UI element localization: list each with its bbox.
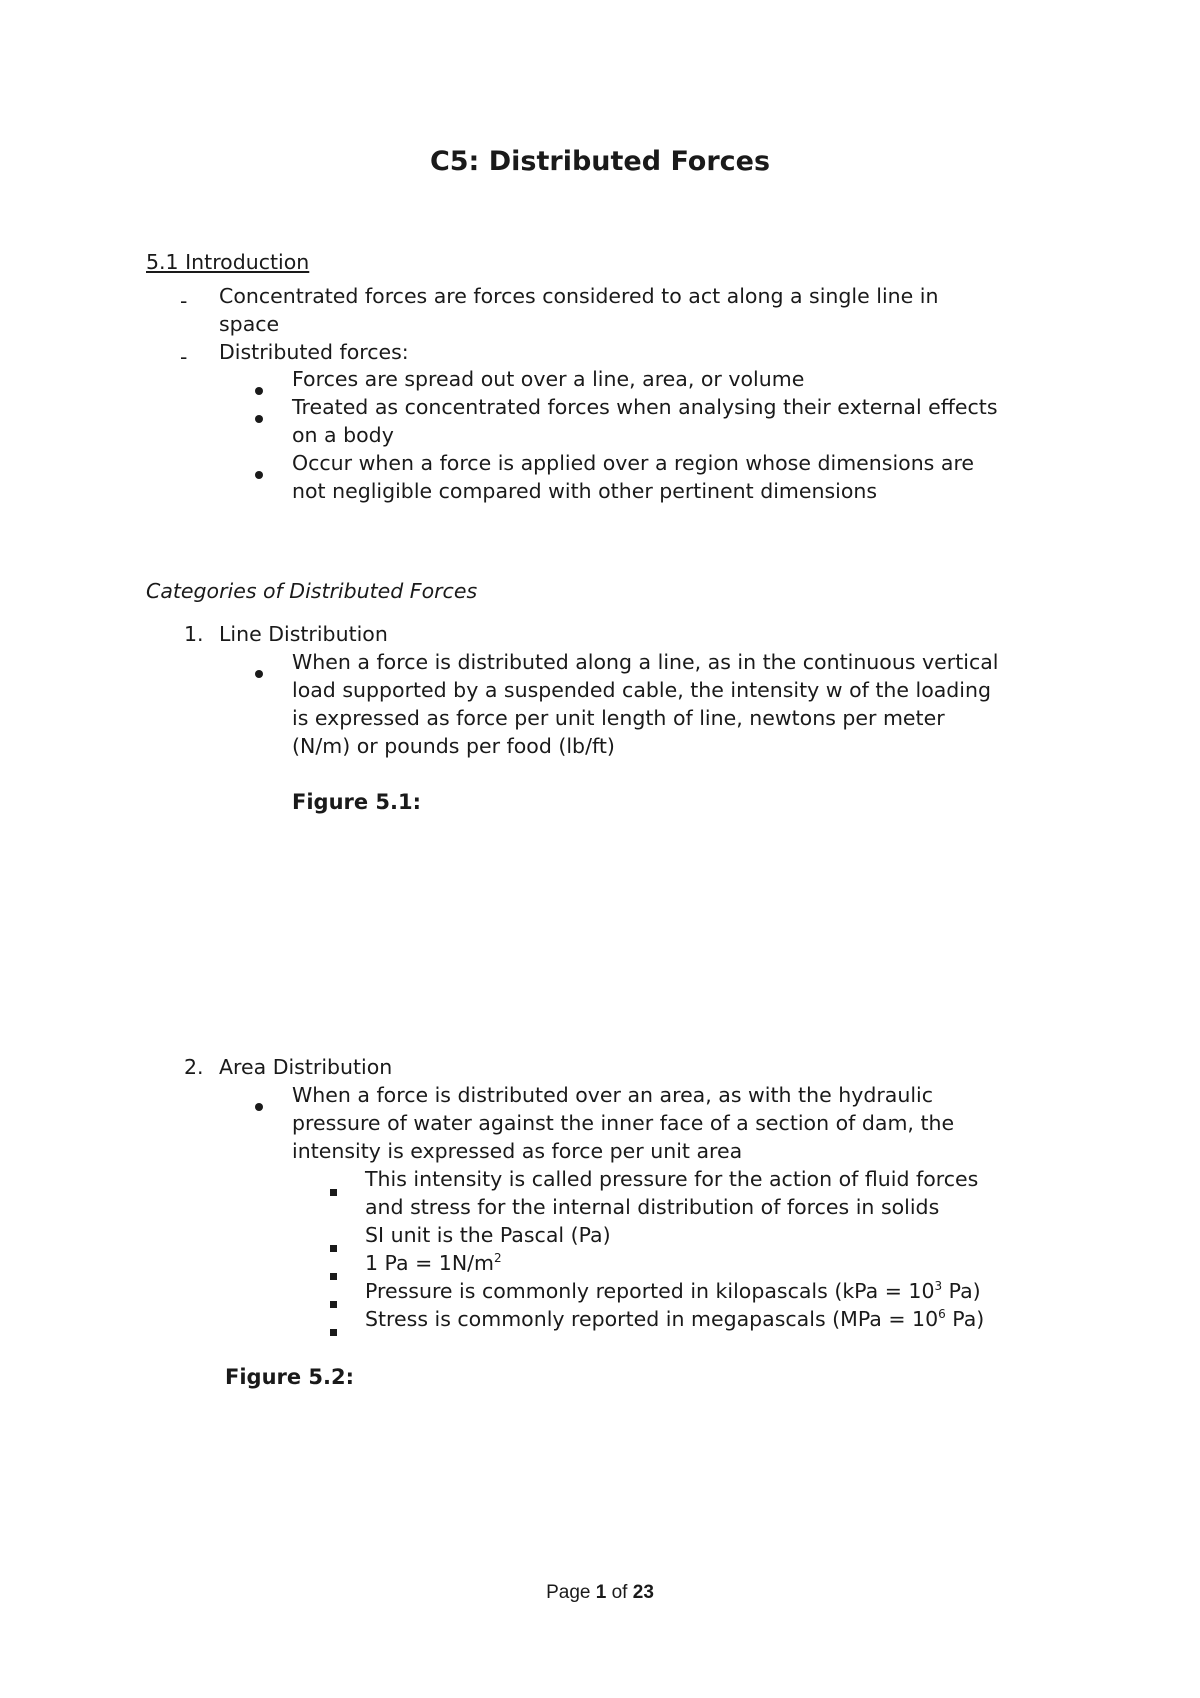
area-sub-item-si-unit: SI unit is the Pascal (Pa)	[365, 1223, 611, 1247]
area-distribution-label: Area Distribution	[219, 1055, 393, 1079]
bullet-dot	[255, 376, 263, 400]
area-sub-item-stress: Stress is commonly reported in megapascals ($MPa = 10^6$ Pa)	[365, 1307, 985, 1331]
intro-bullet-2: Treated as concentrated forces when analysing their external effects on a body	[292, 395, 998, 447]
area-sub-item-pressure: Pressure is commonly reported in kilopascals ($kPa = 10^3$ Pa)	[365, 1279, 981, 1303]
figure-5-1-label: Figure 5.1:	[292, 790, 422, 814]
footer-page-number: 1	[595, 1582, 607, 1603]
list-number-1: 1.	[184, 622, 204, 646]
area-sub-item-pascal-definition: 1 $Pa = 1N/m^2$	[365, 1251, 502, 1275]
footer-of-word: of	[611, 1582, 628, 1603]
categories-heading: Categories of Distributed Forces	[146, 579, 478, 603]
square-marker	[330, 1289, 337, 1313]
intro-dash-item-2: Distributed forces:	[219, 340, 409, 364]
bullet-dot	[255, 404, 263, 428]
intro-dash-item-1: Concentrated forces are forces considered to act along a single line in space	[219, 284, 939, 336]
square-marker	[330, 1233, 337, 1257]
line-distribution-bullet: When a force is distributed along a line, as in the continuous vertical load supported by a suspended cable, the intensity w of the loading is expressed as force per unit length of line, newtons per meter (N/m) or pounds per food (lb/ft)	[292, 650, 999, 758]
list-number-2: 2.	[184, 1055, 204, 1079]
bullet-dot	[255, 659, 263, 683]
intro-bullet-3: Occur when a force is applied over a region whose dimensions are not negligible compared with other pertinent dimensions	[292, 451, 975, 503]
page-footer	[0, 1582, 1200, 1604]
square-marker	[330, 1177, 337, 1201]
bullet-dot	[255, 460, 263, 484]
footer-page-word: Page	[546, 1582, 591, 1603]
footer-total-pages: 23	[632, 1582, 654, 1603]
page-title: C5: Distributed Forces	[429, 146, 771, 177]
area-distribution-bullet: When a force is distributed over an area, as with the hydraulic pressure of water against the inner face of a section of dam, the intensity is expressed as force per unit area	[292, 1083, 955, 1163]
square-marker	[330, 1261, 337, 1285]
dash-marker: -	[180, 289, 188, 313]
area-sub-item-intensity: This intensity is called pressure for the action of fluid forces and stress for the internal distribution of forces in solids	[365, 1167, 979, 1219]
figure-5-2-label: Figure 5.2:	[225, 1365, 355, 1389]
bullet-dot	[255, 1092, 263, 1116]
square-marker	[330, 1317, 337, 1341]
line-distribution-label: Line Distribution	[219, 622, 388, 646]
section-heading-introduction: 5.1 Introduction	[146, 250, 310, 274]
dash-marker: -	[180, 345, 188, 369]
intro-bullet-1: Forces are spread out over a line, area, or volume	[292, 367, 805, 391]
